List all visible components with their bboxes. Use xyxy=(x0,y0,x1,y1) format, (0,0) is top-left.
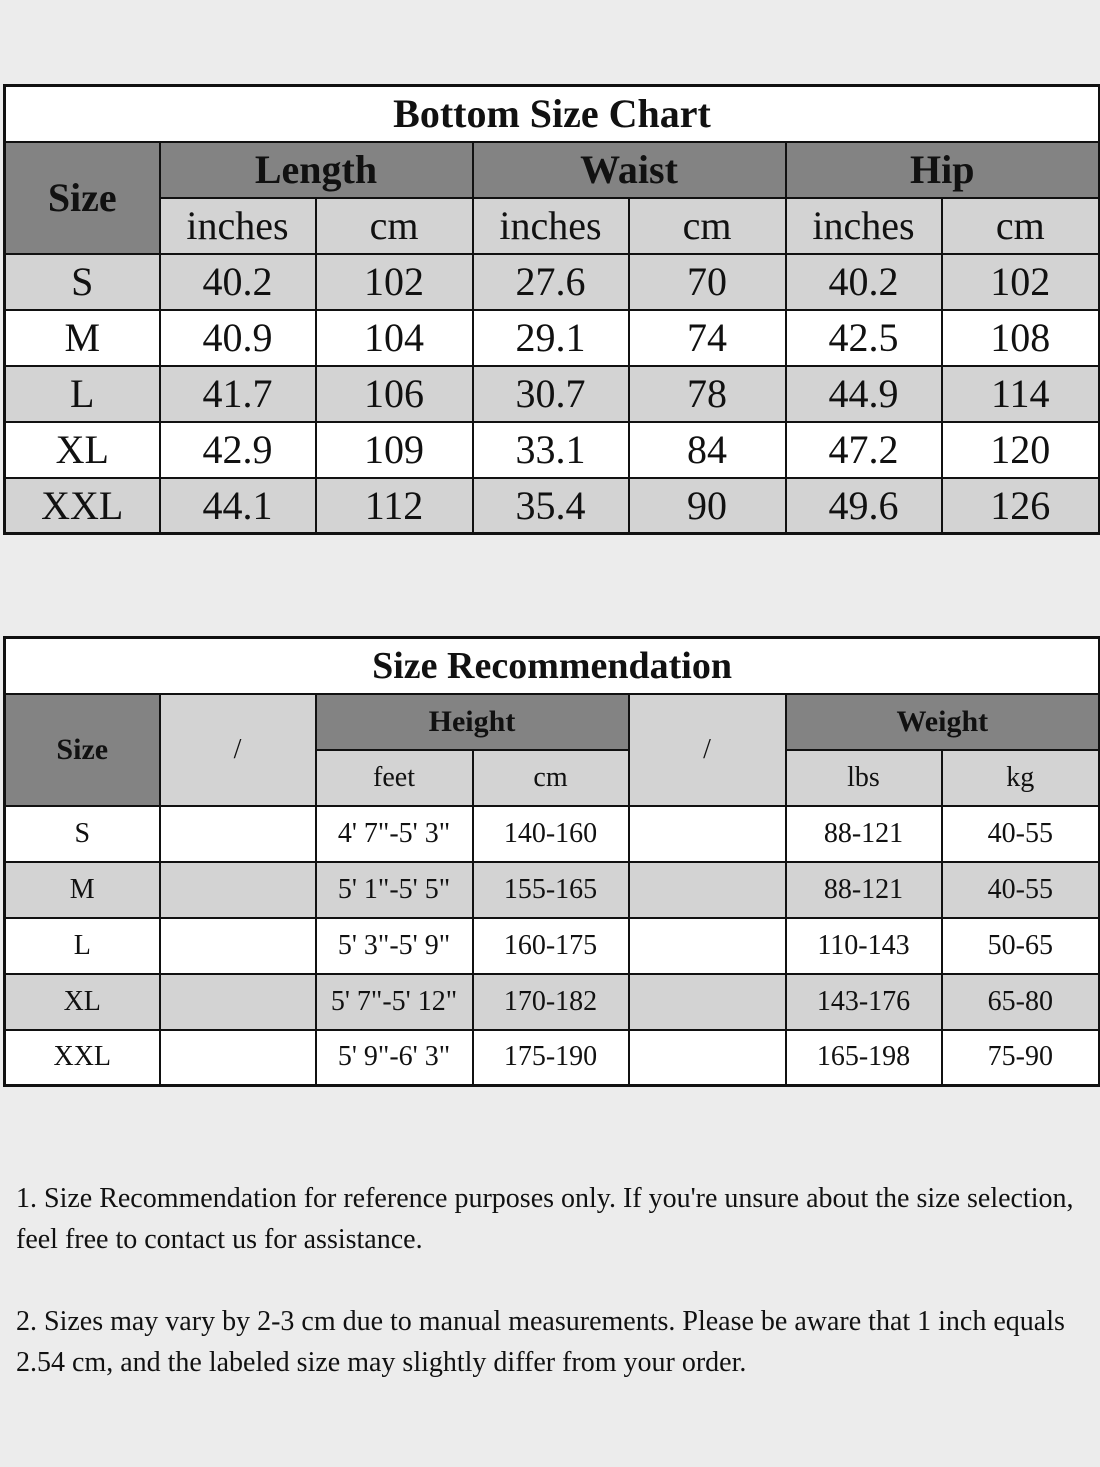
unit-header: inches xyxy=(786,198,942,254)
value-cell: 29.1 xyxy=(473,310,629,366)
weight-lbs-cell: 88-121 xyxy=(786,862,942,918)
value-cell: 35.4 xyxy=(473,478,629,534)
note-reference: 1. Size Recommendation for reference purposes only. If you're unsure about the size selection, feel free to contact us for assistance. xyxy=(16,1183,1074,1255)
weight-header: Weight xyxy=(786,694,1100,750)
height-header: Height xyxy=(316,694,629,750)
value-cell: 114 xyxy=(942,366,1100,422)
height-feet-cell: 5' 1"-5' 5" xyxy=(316,862,473,918)
table-row xyxy=(5,862,1100,918)
blank-cell xyxy=(160,806,316,862)
value-cell: 74 xyxy=(629,310,786,366)
size-cell: XL xyxy=(5,422,160,478)
size-cell: M xyxy=(5,310,160,366)
unit-header: inches xyxy=(473,198,629,254)
value-cell: 47.2 xyxy=(786,422,942,478)
height-feet-cell: 5' 9"-6' 3" xyxy=(316,1030,473,1086)
value-cell: 41.7 xyxy=(160,366,316,422)
unit-header: inches xyxy=(160,198,316,254)
unit-header: feet xyxy=(316,750,473,806)
height-feet-cell: 5' 3"-5' 9" xyxy=(316,918,473,974)
size-notes xyxy=(16,1178,1086,1424)
weight-kg-cell: 65-80 xyxy=(942,974,1100,1030)
unit-header: kg xyxy=(942,750,1100,806)
height-cm-cell: 155-165 xyxy=(473,862,629,918)
value-cell: 49.6 xyxy=(786,478,942,534)
size-cell: L xyxy=(5,918,160,974)
recommendation-title: Size Recommendation xyxy=(5,638,1100,694)
size-cell: M xyxy=(5,862,160,918)
value-cell: 33.1 xyxy=(473,422,629,478)
table-row xyxy=(5,974,1100,1030)
unit-header: lbs xyxy=(786,750,942,806)
unit-header: cm xyxy=(316,198,473,254)
weight-lbs-cell: 88-121 xyxy=(786,806,942,862)
table-row xyxy=(5,254,1100,310)
value-cell: 126 xyxy=(942,478,1100,534)
size-cell: XXL xyxy=(5,478,160,534)
value-cell: 30.7 xyxy=(473,366,629,422)
value-cell: 27.6 xyxy=(473,254,629,310)
height-feet-cell: 4' 7"-5' 3" xyxy=(316,806,473,862)
note-measurement: 2. Sizes may vary by 2-3 cm due to manual measurements. Please be aware that 1 inch equals 2.54 cm, and the labeled size may slightly differ from your order. xyxy=(16,1306,1065,1378)
value-cell: 106 xyxy=(316,366,473,422)
height-cm-cell: 140-160 xyxy=(473,806,629,862)
blank-cell xyxy=(160,862,316,918)
height-feet-cell: 5' 7"-5' 12" xyxy=(316,974,473,1030)
height-cm-cell: 170-182 xyxy=(473,974,629,1030)
height-cm-cell: 160-175 xyxy=(473,918,629,974)
value-cell: 44.1 xyxy=(160,478,316,534)
value-cell: 112 xyxy=(316,478,473,534)
unit-header: cm xyxy=(942,198,1100,254)
value-cell: 44.9 xyxy=(786,366,942,422)
size-cell: XL xyxy=(5,974,160,1030)
height-cm-cell: 175-190 xyxy=(473,1030,629,1086)
size-cell: S xyxy=(5,254,160,310)
table-row xyxy=(5,478,1100,534)
length-header: Length xyxy=(160,142,473,198)
value-cell: 102 xyxy=(316,254,473,310)
size-cell: XXL xyxy=(5,1030,160,1086)
blank-cell xyxy=(160,918,316,974)
table-row xyxy=(5,806,1100,862)
value-cell: 108 xyxy=(942,310,1100,366)
value-cell: 78 xyxy=(629,366,786,422)
unit-header: cm xyxy=(629,198,786,254)
weight-kg-cell: 75-90 xyxy=(942,1030,1100,1086)
size-cell: L xyxy=(5,366,160,422)
hip-header: Hip xyxy=(786,142,1100,198)
table-row xyxy=(5,310,1100,366)
blank-cell xyxy=(160,974,316,1030)
weight-lbs-cell: 165-198 xyxy=(786,1030,942,1086)
blank-cell xyxy=(629,806,786,862)
value-cell: 42.9 xyxy=(160,422,316,478)
weight-lbs-cell: 110-143 xyxy=(786,918,942,974)
size-column-header: Size xyxy=(5,142,160,254)
table-row xyxy=(5,1030,1100,1086)
blank-column-header: / xyxy=(629,694,786,806)
table-row xyxy=(5,918,1100,974)
unit-header: cm xyxy=(473,750,629,806)
blank-cell xyxy=(629,918,786,974)
value-cell: 40.9 xyxy=(160,310,316,366)
bottom-chart-title: Bottom Size Chart xyxy=(5,86,1100,142)
bottom-size-chart xyxy=(3,84,1100,535)
value-cell: 90 xyxy=(629,478,786,534)
waist-header: Waist xyxy=(473,142,786,198)
blank-cell xyxy=(160,1030,316,1086)
blank-cell xyxy=(629,974,786,1030)
value-cell: 102 xyxy=(942,254,1100,310)
table-row xyxy=(5,366,1100,422)
weight-kg-cell: 40-55 xyxy=(942,862,1100,918)
value-cell: 109 xyxy=(316,422,473,478)
blank-cell xyxy=(629,862,786,918)
value-cell: 70 xyxy=(629,254,786,310)
value-cell: 40.2 xyxy=(786,254,942,310)
size-recommendation-table xyxy=(3,636,1100,1087)
blank-column-header: / xyxy=(160,694,316,806)
weight-kg-cell: 50-65 xyxy=(942,918,1100,974)
weight-kg-cell: 40-55 xyxy=(942,806,1100,862)
value-cell: 120 xyxy=(942,422,1100,478)
value-cell: 84 xyxy=(629,422,786,478)
size-cell: S xyxy=(5,806,160,862)
size-column-header: Size xyxy=(5,694,160,806)
value-cell: 104 xyxy=(316,310,473,366)
table-row xyxy=(5,422,1100,478)
weight-lbs-cell: 143-176 xyxy=(786,974,942,1030)
value-cell: 42.5 xyxy=(786,310,942,366)
value-cell: 40.2 xyxy=(160,254,316,310)
blank-cell xyxy=(629,1030,786,1086)
